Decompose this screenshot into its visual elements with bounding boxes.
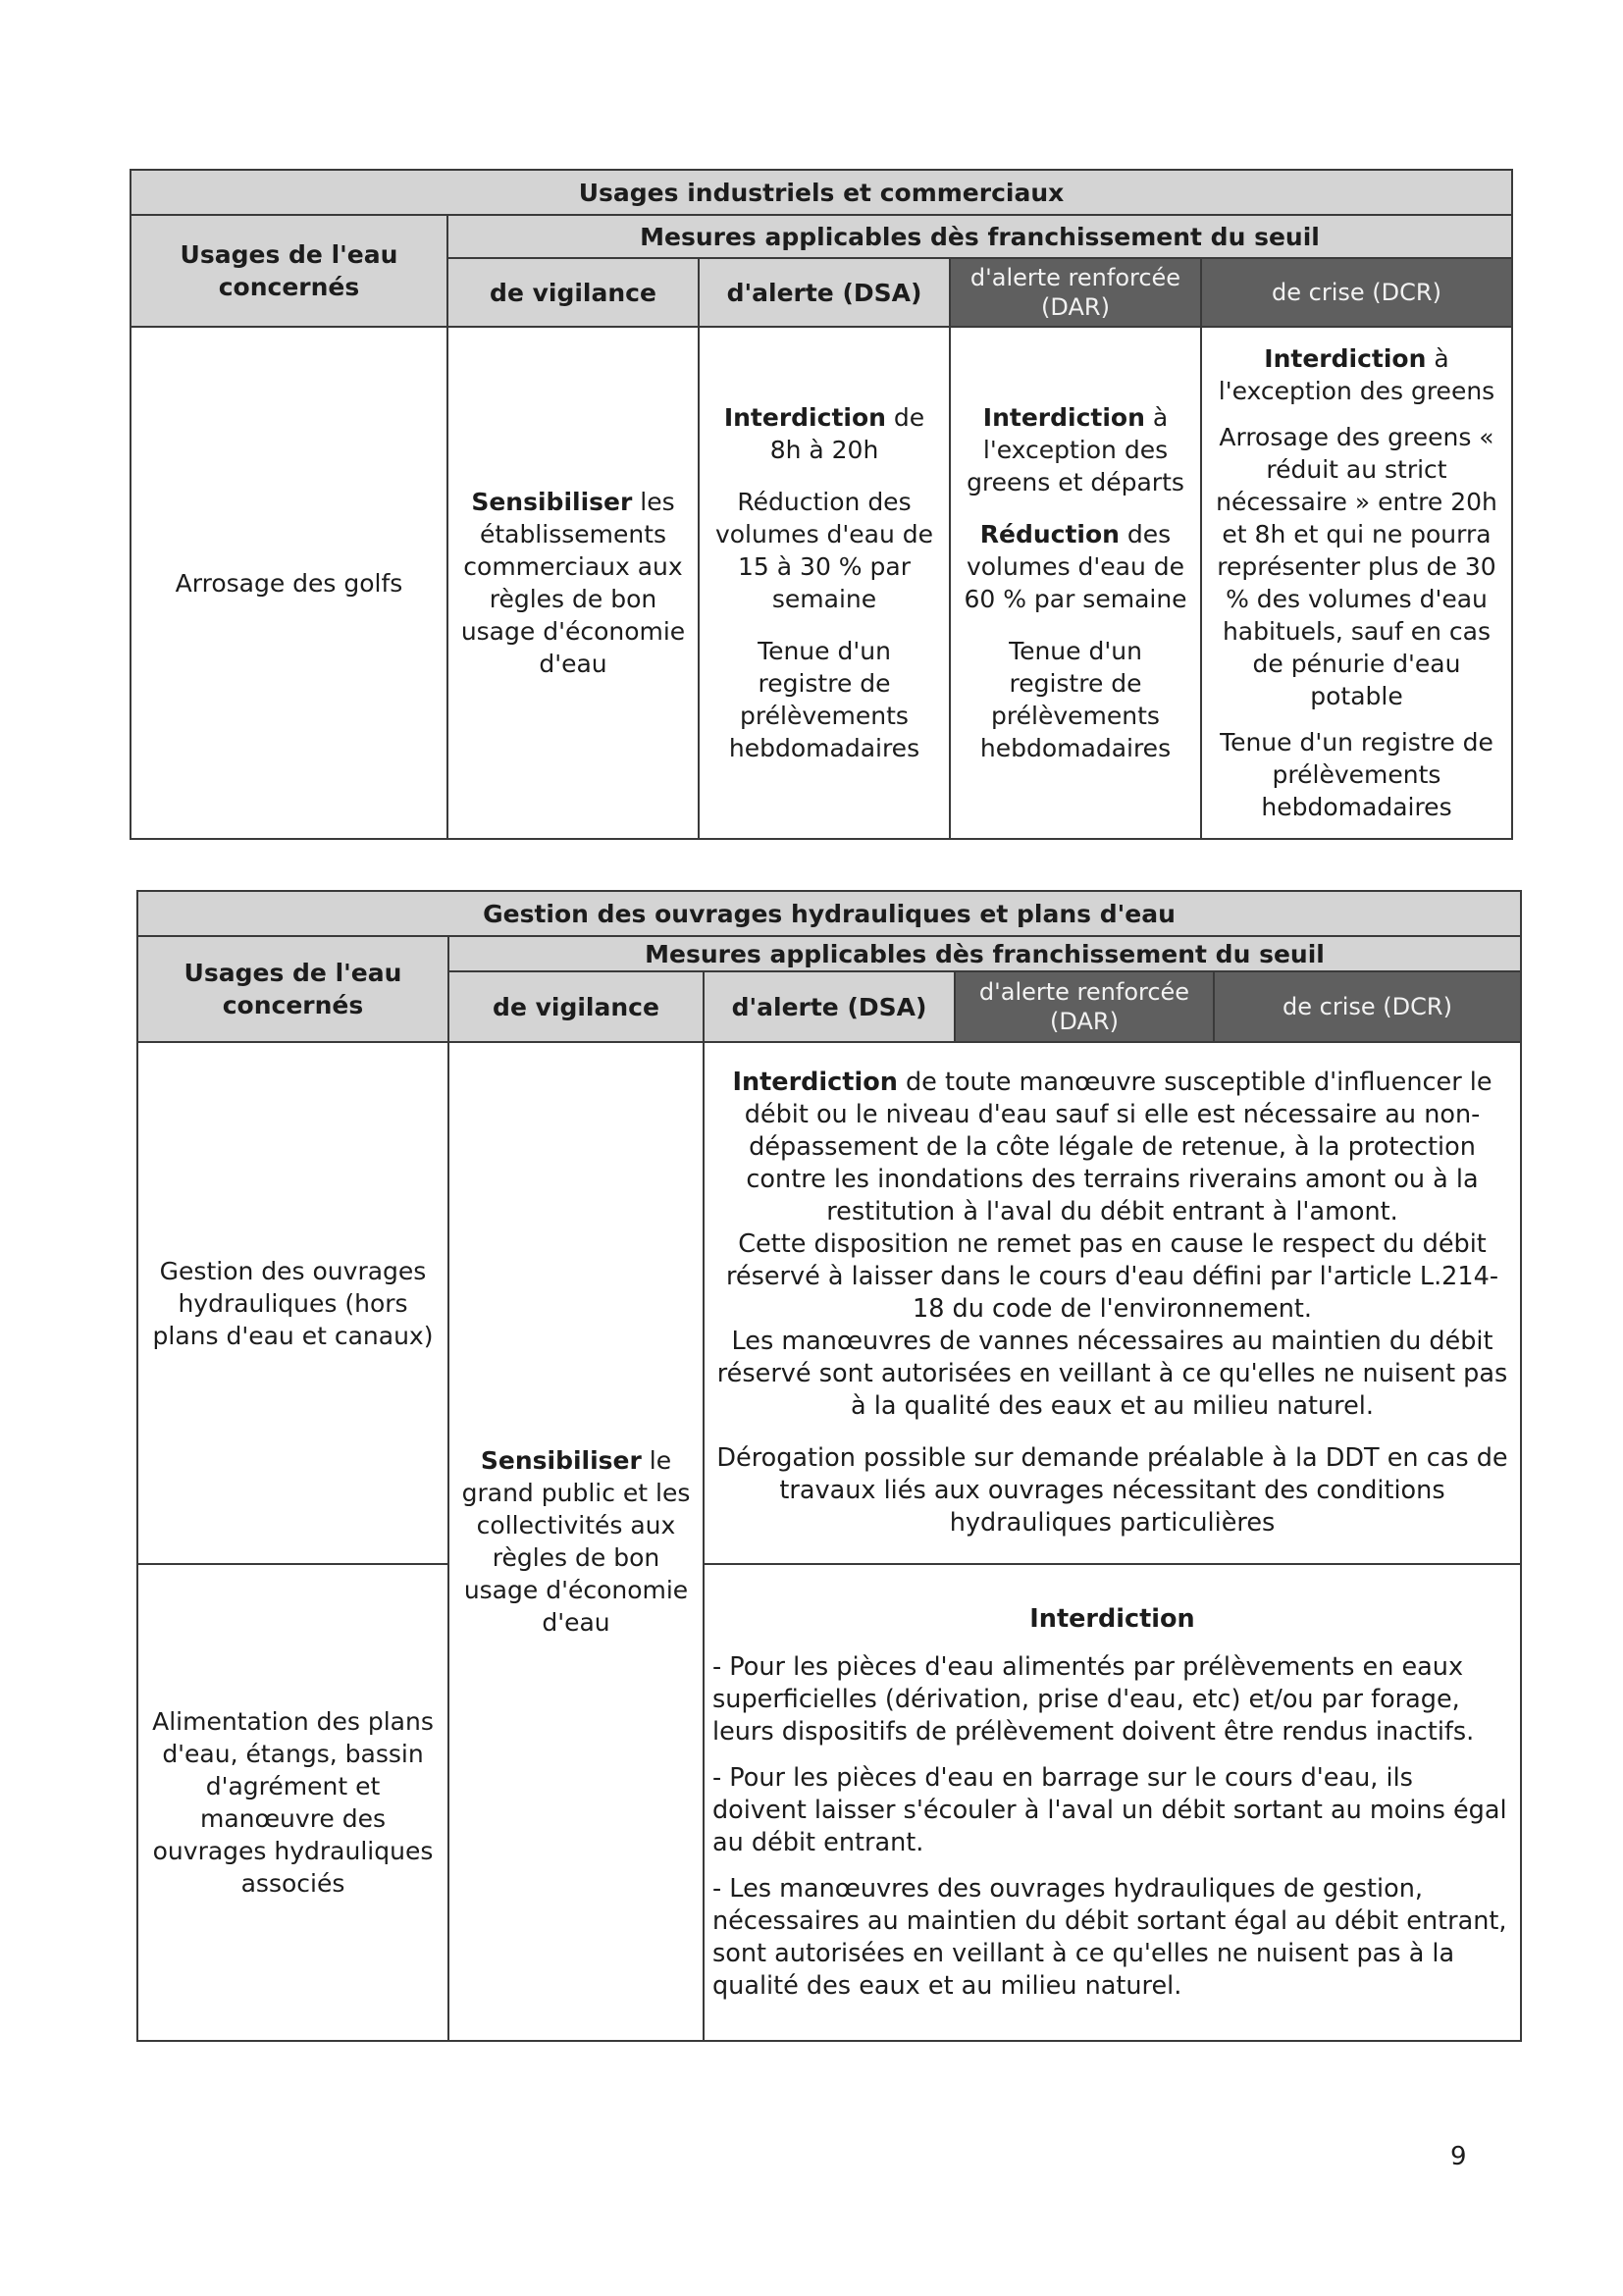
usage-golf: Arrosage des golfs bbox=[131, 327, 447, 839]
golf-watering-table bbox=[130, 169, 1513, 840]
ponds-title: Interdiction bbox=[1029, 1603, 1195, 1634]
usage-hydraulic-works: Gestion des ouvrages hydrauliques (hors plans d'eau et canaux) bbox=[137, 1042, 448, 1564]
ponds-p2: - Pour les pièces d'eau en barrage sur le cours d'eau, ils doivent laisser s'écouler à l'aval un débit sortant au moins égal au débit entrant. bbox=[712, 1762, 1507, 1857]
ponds-p1: - Pour les pièces d'eau alimentés par prélèvements en eaux superficielles (dérivation, prise d'eau, etc) et/ou par forage, leurs dispositifs de prélèvement doivent être rendus inactifs. bbox=[712, 1651, 1475, 1747]
level-alerte: d'alerte (DSA) bbox=[699, 258, 950, 327]
measures-header: Mesures applicables dès franchissement du seuil bbox=[447, 215, 1512, 258]
crise-measure bbox=[1201, 327, 1512, 839]
dcr-p3: Tenue d'un registre de prélèvements hebdomadaires bbox=[1220, 728, 1493, 821]
hydraulic-keyword: Interdiction bbox=[732, 1068, 898, 1097]
level-alerte-renforcee bbox=[955, 971, 1214, 1042]
alerte-keyword: Interdiction bbox=[723, 403, 886, 432]
level-crise: de crise (DCR) bbox=[1214, 971, 1521, 1042]
level-alerte-renforcee-line2: (DAR) bbox=[1050, 1008, 1119, 1035]
dar-p1: à l'exception des greens et départs bbox=[967, 403, 1184, 496]
level-alerte-renforcee bbox=[950, 258, 1201, 327]
hydraulic-p1: de toute manœuvre susceptible d'influencer le débit ou le niveau d'eau sauf si elle est nécessaire au non-dépassement de la côte légale de retenue, à la protection contre les inondations des terrains riverains amont ou à la restitution à l'aval du débit entrant à l'amont. bbox=[744, 1068, 1492, 1226]
hydraulic-p3: Les manœuvres de vannes nécessaires au maintien du débit réservé sont autorisées en veillant à ce qu'elles ne nuisent pas à la qualité des eaux et au milieu naturel. bbox=[716, 1327, 1508, 1421]
hydraulic-p4: Dérogation possible sur demande préalable à la DDT en cas de travaux liés aux ouvrages nécessitant des conditions hydrauliques particulières bbox=[716, 1443, 1508, 1538]
dar-p2: des volumes d'eau de 60 % par semaine bbox=[964, 520, 1187, 613]
usage-header: Usages de l'eau concernés bbox=[131, 215, 447, 327]
alerte-p2: Réduction des volumes d'eau de 15 à 30 % par semaine bbox=[714, 488, 934, 613]
level-alerte-renforcee-line2: (DAR) bbox=[1041, 293, 1110, 321]
hydraulic-p2: Cette disposition ne remet pas en cause le respect du débit réservé à laisser dans le cours d'eau défini par l'article L.214-18 du code de l'environnement. bbox=[725, 1229, 1499, 1324]
ponds-measures bbox=[704, 1564, 1521, 2041]
measures-header: Mesures applicables dès franchissement du seuil bbox=[448, 936, 1521, 971]
ponds-p3: - Les manœuvres des ouvrages hydrauliques de gestion, nécessaires au maintien du débit sortant égal au débit entrant, sont autorisées en veillant à ce qu'elles ne nuisent pas à la qualité des eaux et au milieu naturel. bbox=[712, 1873, 1507, 2001]
vigilance-text: le grand public et les collectivités aux règles de bon usage d'économie d'eau bbox=[461, 1446, 691, 1637]
level-alerte-renforcee-line1: d'alerte renforcée bbox=[969, 264, 1181, 291]
section-title: Usages industriels et commerciaux bbox=[131, 170, 1512, 215]
dar-keyword-2: Réduction bbox=[979, 520, 1120, 548]
vigilance-keyword: Sensibiliser bbox=[480, 1446, 642, 1475]
level-alerte-renforcee-line1: d'alerte renforcée bbox=[978, 978, 1190, 1006]
alerte-p3: Tenue d'un registre de prélèvements hebdomadaires bbox=[728, 637, 920, 762]
level-crise: de crise (DCR) bbox=[1201, 258, 1512, 327]
alerte-p1: de 8h à 20h bbox=[769, 403, 925, 464]
level-alerte: d'alerte (DSA) bbox=[704, 971, 955, 1042]
dcr-p2: Arrosage des greens « réduit au strict nécessaire » entre 20h et 8h et qui ne pourra représenter plus de 30 % des volumes d'eau habituels, sauf en cas de pénurie d'eau potable bbox=[1216, 423, 1497, 710]
usage-header: Usages de l'eau concernés bbox=[137, 936, 448, 1042]
hydraulic-works-measures bbox=[704, 1042, 1521, 1564]
vigilance-measure bbox=[448, 1042, 704, 2041]
level-vigilance: de vigilance bbox=[447, 258, 699, 327]
vigilance-text: les établissements commerciaux aux règles de bon usage d'économie d'eau bbox=[460, 488, 686, 678]
hydraulic-works-table bbox=[136, 890, 1522, 2042]
vigilance-measure bbox=[447, 327, 699, 839]
section-title: Gestion des ouvrages hydrauliques et plans d'eau bbox=[137, 891, 1521, 936]
usage-ponds: Alimentation des plans d'eau, étangs, bassin d'agrément et manœuvre des ouvrages hydrauliques associés bbox=[137, 1564, 448, 2041]
dcr-p1: à l'exception des greens bbox=[1218, 344, 1495, 405]
alerte-renforcee-measure bbox=[950, 327, 1201, 839]
dar-p3: Tenue d'un registre de prélèvements hebdomadaires bbox=[979, 637, 1172, 762]
level-vigilance: de vigilance bbox=[448, 971, 704, 1042]
dcr-keyword: Interdiction bbox=[1264, 344, 1427, 373]
page-number: 9 bbox=[1450, 2142, 1467, 2171]
vigilance-keyword: Sensibiliser bbox=[471, 488, 633, 516]
dar-keyword-1: Interdiction bbox=[982, 403, 1145, 432]
alerte-measure bbox=[699, 327, 950, 839]
